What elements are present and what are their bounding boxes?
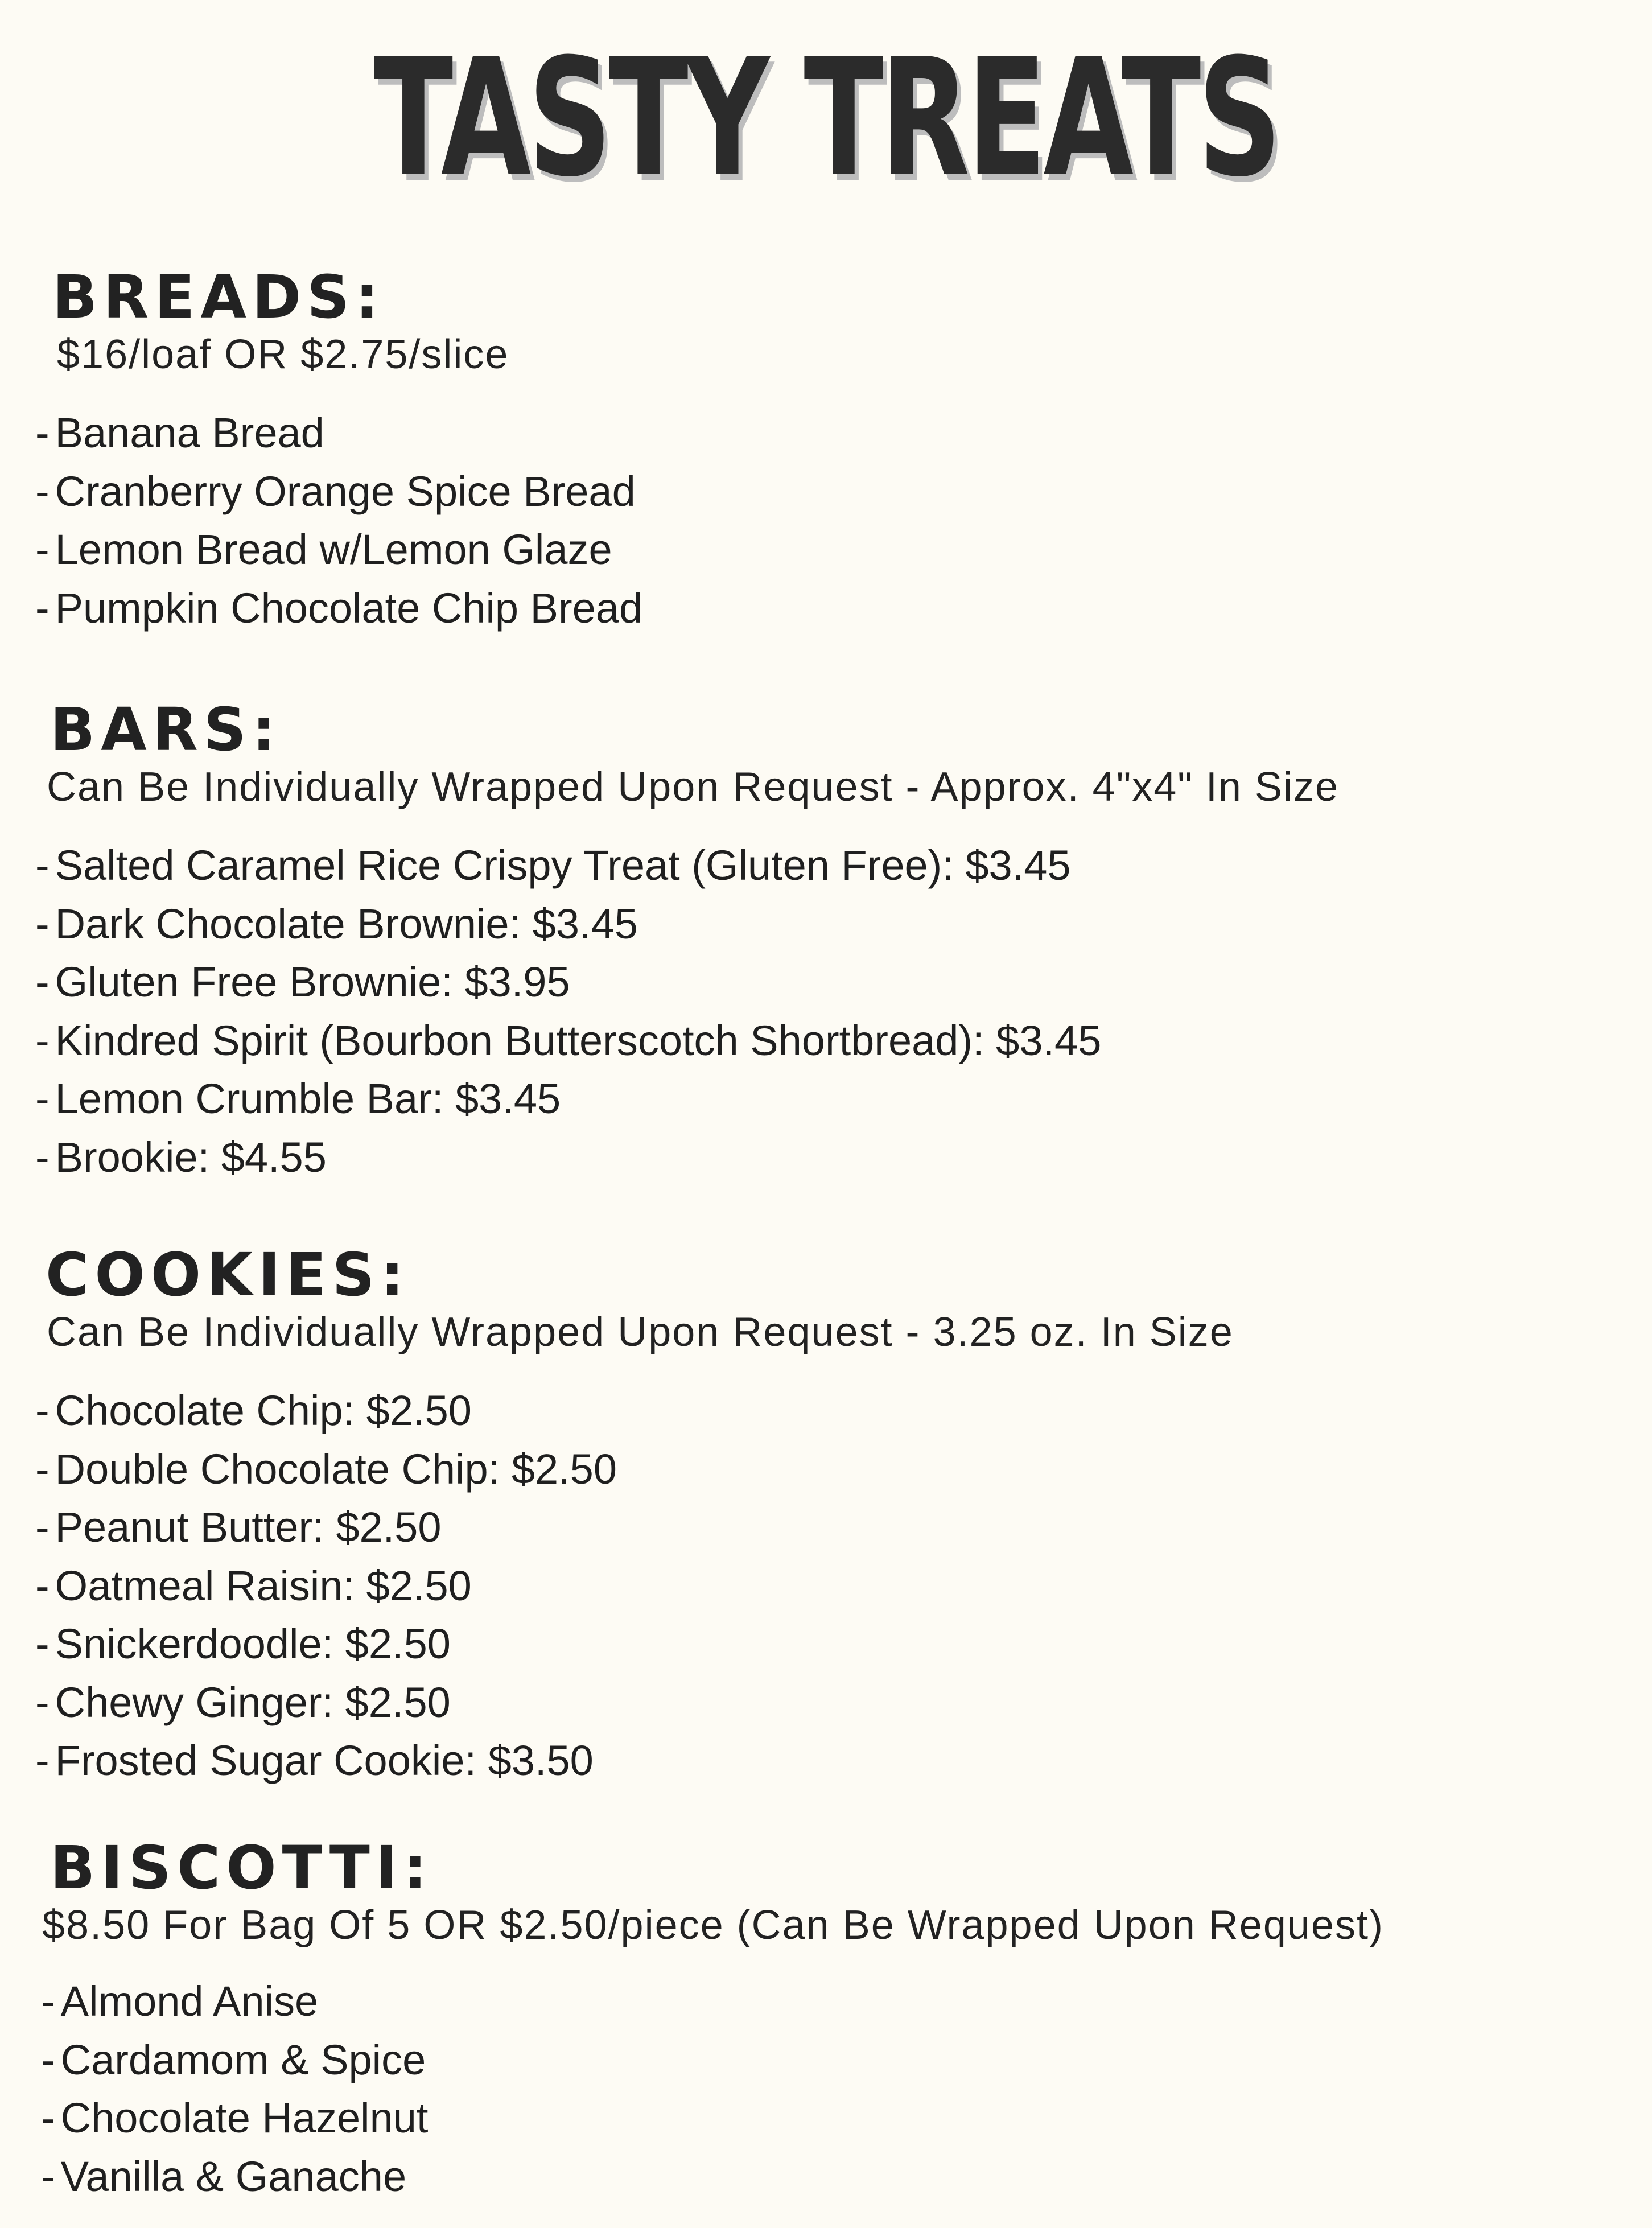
biscotti-list xyxy=(41,1972,429,2206)
list-item: - Frosted Sugar Cookie: $3.50 xyxy=(35,1737,594,1784)
item-name: Chocolate Chip: xyxy=(55,1387,355,1434)
list-item: - Almond Anise xyxy=(41,1978,319,2025)
item-price: $3.45 xyxy=(965,842,1071,889)
item-name: Brookie: xyxy=(55,1133,210,1181)
list-item: - Snickerdoodle: $2.50 xyxy=(35,1620,451,1667)
list-item: - Dark Chocolate Brownie: $3.45 xyxy=(35,900,638,948)
list-item: - Cranberry Orange Spice Bread xyxy=(35,467,636,515)
list-item: - Double Chocolate Chip: $2.50 xyxy=(35,1445,617,1493)
item-price: $4.55 xyxy=(221,1133,327,1181)
item-name: Kindred Spirit (Bourbon Butterscotch Shortbread): xyxy=(55,1016,984,1064)
item-name: Chewy Ginger: xyxy=(55,1678,334,1726)
list-item: - Lemon Crumble Bar: $3.45 xyxy=(35,1075,561,1122)
item-name: Dark Chocolate Brownie: xyxy=(55,900,521,948)
item-price: $3.45 xyxy=(455,1075,561,1122)
item-price: $3.50 xyxy=(488,1737,594,1784)
item-price: $2.50 xyxy=(336,1504,442,1551)
item-name: Double Chocolate Chip: xyxy=(55,1445,500,1493)
item-name: Chocolate Hazelnut xyxy=(60,2094,429,2141)
list-item: - Chocolate Hazelnut xyxy=(41,2094,429,2141)
item-price: $3.95 xyxy=(464,958,570,1006)
item-name: Vanilla & Ganache xyxy=(60,2152,407,2200)
list-item: - Kindred Spirit (Bourbon Butterscotch Shortbread): $3.45 xyxy=(35,1016,1102,1064)
item-price: $2.50 xyxy=(345,1678,451,1726)
list-item: - Banana Bread xyxy=(35,409,324,456)
item-name: Snickerdoodle: xyxy=(55,1620,334,1667)
bars-list xyxy=(35,837,1101,1187)
list-item: - Gluten Free Brownie: $3.95 xyxy=(35,958,570,1006)
bars-note: Can Be Individually Wrapped Upon Request - Approx. 4"x4" In Size xyxy=(47,764,1339,810)
bars-heading: BARS: xyxy=(50,695,282,764)
item-price: $2.50 xyxy=(511,1445,617,1493)
item-name: Lemon Bread w/Lemon Glaze xyxy=(55,526,612,573)
list-item: - Pumpkin Chocolate Chip Bread xyxy=(35,584,643,632)
item-name: Salted Caramel Rice Crispy Treat (Gluten Free): xyxy=(55,842,954,889)
list-item: - Cardamom & Spice xyxy=(41,2036,426,2083)
item-name: Banana Bread xyxy=(55,409,324,456)
item-name: Cardamom & Spice xyxy=(60,2036,426,2083)
item-name: Almond Anise xyxy=(60,1978,319,2025)
cookies-heading: COOKIES: xyxy=(46,1240,410,1309)
item-name: Cranberry Orange Spice Bread xyxy=(55,467,636,515)
breads-price-note: $16/loaf OR $2.75/slice xyxy=(57,332,509,377)
item-price: $2.50 xyxy=(345,1620,451,1667)
item-name: Frosted Sugar Cookie: xyxy=(55,1737,477,1784)
item-price: $2.50 xyxy=(366,1387,472,1434)
item-price: $3.45 xyxy=(996,1016,1102,1064)
list-item: - Chewy Ginger: $2.50 xyxy=(35,1678,451,1726)
breads-list xyxy=(35,404,642,637)
biscotti-heading: BISCOTTI: xyxy=(50,1833,433,1902)
item-price: $2.50 xyxy=(366,1562,472,1609)
list-item: - Salted Caramel Rice Crispy Treat (Gluten Free): $3.45 xyxy=(35,842,1071,889)
list-item: - Lemon Bread w/Lemon Glaze xyxy=(35,526,612,573)
item-name: Peanut Butter: xyxy=(55,1504,324,1551)
item-name: Oatmeal Raisin: xyxy=(55,1562,355,1609)
list-item: - Chocolate Chip: $2.50 xyxy=(35,1387,472,1434)
list-item: - Oatmeal Raisin: $2.50 xyxy=(35,1562,472,1609)
biscotti-note: $8.50 For Bag Of 5 OR $2.50/piece (Can Be Wrapped Upon Request) xyxy=(42,1902,1384,1948)
item-price: $3.45 xyxy=(532,900,638,948)
cookies-note: Can Be Individually Wrapped Upon Request - 3.25 oz. In Size xyxy=(47,1309,1234,1355)
menu-title: TASTY TREATS xyxy=(373,24,1279,213)
cookies-list xyxy=(35,1382,617,1790)
list-item: - Vanilla & Ganache xyxy=(41,2152,407,2200)
list-item: - Brookie: $4.55 xyxy=(35,1133,327,1181)
breads-heading: BREADS: xyxy=(52,262,385,332)
item-name: Gluten Free Brownie: xyxy=(55,958,453,1006)
item-name: Pumpkin Chocolate Chip Bread xyxy=(55,584,643,632)
list-item: - Peanut Butter: $2.50 xyxy=(35,1504,442,1551)
item-name: Lemon Crumble Bar: xyxy=(55,1075,444,1122)
